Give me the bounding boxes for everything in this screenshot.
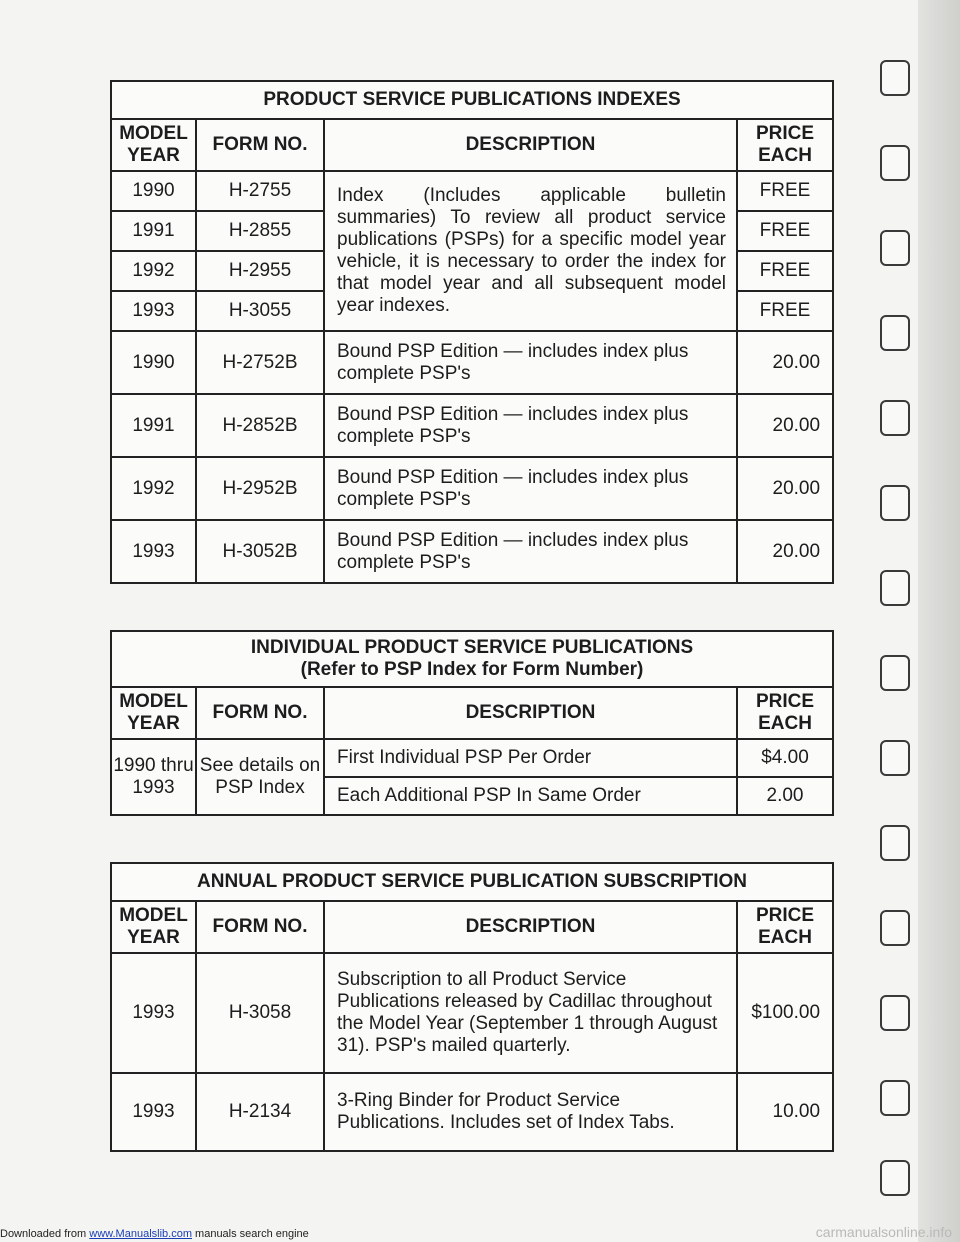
form-number: H-2955 xyxy=(196,251,324,291)
header-description: DESCRIPTION xyxy=(324,119,737,171)
tab-marker xyxy=(880,315,910,351)
description: Bound PSP Edition — includes index plus complete PSP's xyxy=(324,331,737,394)
header-price: PRICE EACH xyxy=(737,687,833,739)
tab-marker xyxy=(880,740,910,776)
manualslib-link[interactable]: www.Manualslib.com xyxy=(89,1228,192,1240)
header-form-no: FORM NO. xyxy=(196,119,324,171)
table-title xyxy=(111,631,833,687)
page-edge xyxy=(918,0,960,1242)
price: 20.00 xyxy=(737,457,833,520)
header-description: DESCRIPTION xyxy=(324,687,737,739)
table-row xyxy=(111,1073,833,1151)
header-price: PRICE EACH xyxy=(737,119,833,171)
price: FREE xyxy=(737,171,833,211)
model-year: 1991 xyxy=(111,211,196,251)
table-row xyxy=(111,331,833,394)
table-row xyxy=(111,953,833,1073)
header-model-year: MODEL YEAR xyxy=(111,901,196,953)
model-year: 1993 xyxy=(111,953,196,1073)
psp-indexes-table xyxy=(110,80,834,584)
tab-marker xyxy=(880,145,910,181)
table-row xyxy=(111,394,833,457)
price: FREE xyxy=(737,251,833,291)
model-year: 1992 xyxy=(111,457,196,520)
price: FREE xyxy=(737,291,833,331)
footer-prefix: Downloaded from xyxy=(0,1228,90,1240)
price: 2.00 xyxy=(737,777,833,815)
form-number: H-2755 xyxy=(196,171,324,211)
form-number: H-2134 xyxy=(196,1073,324,1151)
description: Each Additional PSP In Same Order xyxy=(324,777,737,815)
model-year: 1990 xyxy=(111,331,196,394)
header-description: DESCRIPTION xyxy=(324,901,737,953)
tab-marker xyxy=(880,1160,910,1196)
header-form-no: FORM NO. xyxy=(196,687,324,739)
table-title: PRODUCT SERVICE PUBLICATIONS INDEXES xyxy=(111,81,833,119)
form-number-note: See details on PSP Index xyxy=(196,739,324,815)
tab-marker xyxy=(880,910,910,946)
download-footer xyxy=(0,1228,309,1240)
tab-marker xyxy=(880,485,910,521)
header-form-no: FORM NO. xyxy=(196,901,324,953)
table-row xyxy=(111,457,833,520)
description: Bound PSP Edition — includes index plus complete PSP's xyxy=(324,457,737,520)
watermark: carmanualsonline.info xyxy=(815,1224,952,1240)
form-number: H-3055 xyxy=(196,291,324,331)
form-number: H-2852B xyxy=(196,394,324,457)
tab-marker xyxy=(880,60,910,96)
price: 20.00 xyxy=(737,394,833,457)
model-year: 1990 xyxy=(111,171,196,211)
tab-marker xyxy=(880,230,910,266)
price: 20.00 xyxy=(737,520,833,583)
table-title: ANNUAL PRODUCT SERVICE PUBLICATION SUBSCRIPTION xyxy=(111,863,833,901)
price: 10.00 xyxy=(737,1073,833,1151)
price: 20.00 xyxy=(737,331,833,394)
form-number: H-3058 xyxy=(196,953,324,1073)
model-year: 1993 xyxy=(111,520,196,583)
description: 3-Ring Binder for Product Service Publications. Includes set of Index Tabs. xyxy=(324,1073,737,1151)
model-year-range: 1990 thru 1993 xyxy=(111,739,196,815)
annual-subscription-table xyxy=(110,862,834,1152)
form-number: H-2752B xyxy=(196,331,324,394)
table-row xyxy=(111,171,833,211)
description: First Individual PSP Per Order xyxy=(324,739,737,777)
price: $100.00 xyxy=(737,953,833,1073)
price: $4.00 xyxy=(737,739,833,777)
description: Bound PSP Edition — includes index plus complete PSP's xyxy=(324,394,737,457)
description: Bound PSP Edition — includes index plus complete PSP's xyxy=(324,520,737,583)
model-year: 1993 xyxy=(111,291,196,331)
header-price: PRICE EACH xyxy=(737,901,833,953)
price: FREE xyxy=(737,211,833,251)
description: Subscription to all Product Service Publications released by Cadillac throughout the Model Year (September 1 through August 31). PSP's mailed quarterly. xyxy=(324,953,737,1073)
index-description: Index (Includes applicable bulletin summaries) To review all product service publications (PSPs) for a specific model year vehicle, it is necessary to order the index for that model year and all subsequent model year indexes. xyxy=(324,171,737,331)
index-tabs xyxy=(880,60,920,1190)
table-row xyxy=(111,520,833,583)
header-model-year: MODEL YEAR xyxy=(111,119,196,171)
form-number: H-2952B xyxy=(196,457,324,520)
tab-marker xyxy=(880,995,910,1031)
tab-marker xyxy=(880,400,910,436)
form-number: H-2855 xyxy=(196,211,324,251)
individual-psp-table xyxy=(110,630,834,816)
header-model-year: MODEL YEAR xyxy=(111,687,196,739)
table-row xyxy=(111,739,833,777)
form-number: H-3052B xyxy=(196,520,324,583)
tab-marker xyxy=(880,825,910,861)
footer-suffix: manuals search engine xyxy=(191,1228,309,1240)
table-title-line: INDIVIDUAL PRODUCT SERVICE PUBLICATIONS xyxy=(250,637,694,658)
model-year: 1993 xyxy=(111,1073,196,1151)
tab-marker xyxy=(880,1080,910,1116)
model-year: 1992 xyxy=(111,251,196,291)
tab-marker xyxy=(880,570,910,606)
tab-marker xyxy=(880,655,910,691)
model-year: 1991 xyxy=(111,394,196,457)
table-subtitle: (Refer to PSP Index for Form Number) xyxy=(300,659,644,680)
